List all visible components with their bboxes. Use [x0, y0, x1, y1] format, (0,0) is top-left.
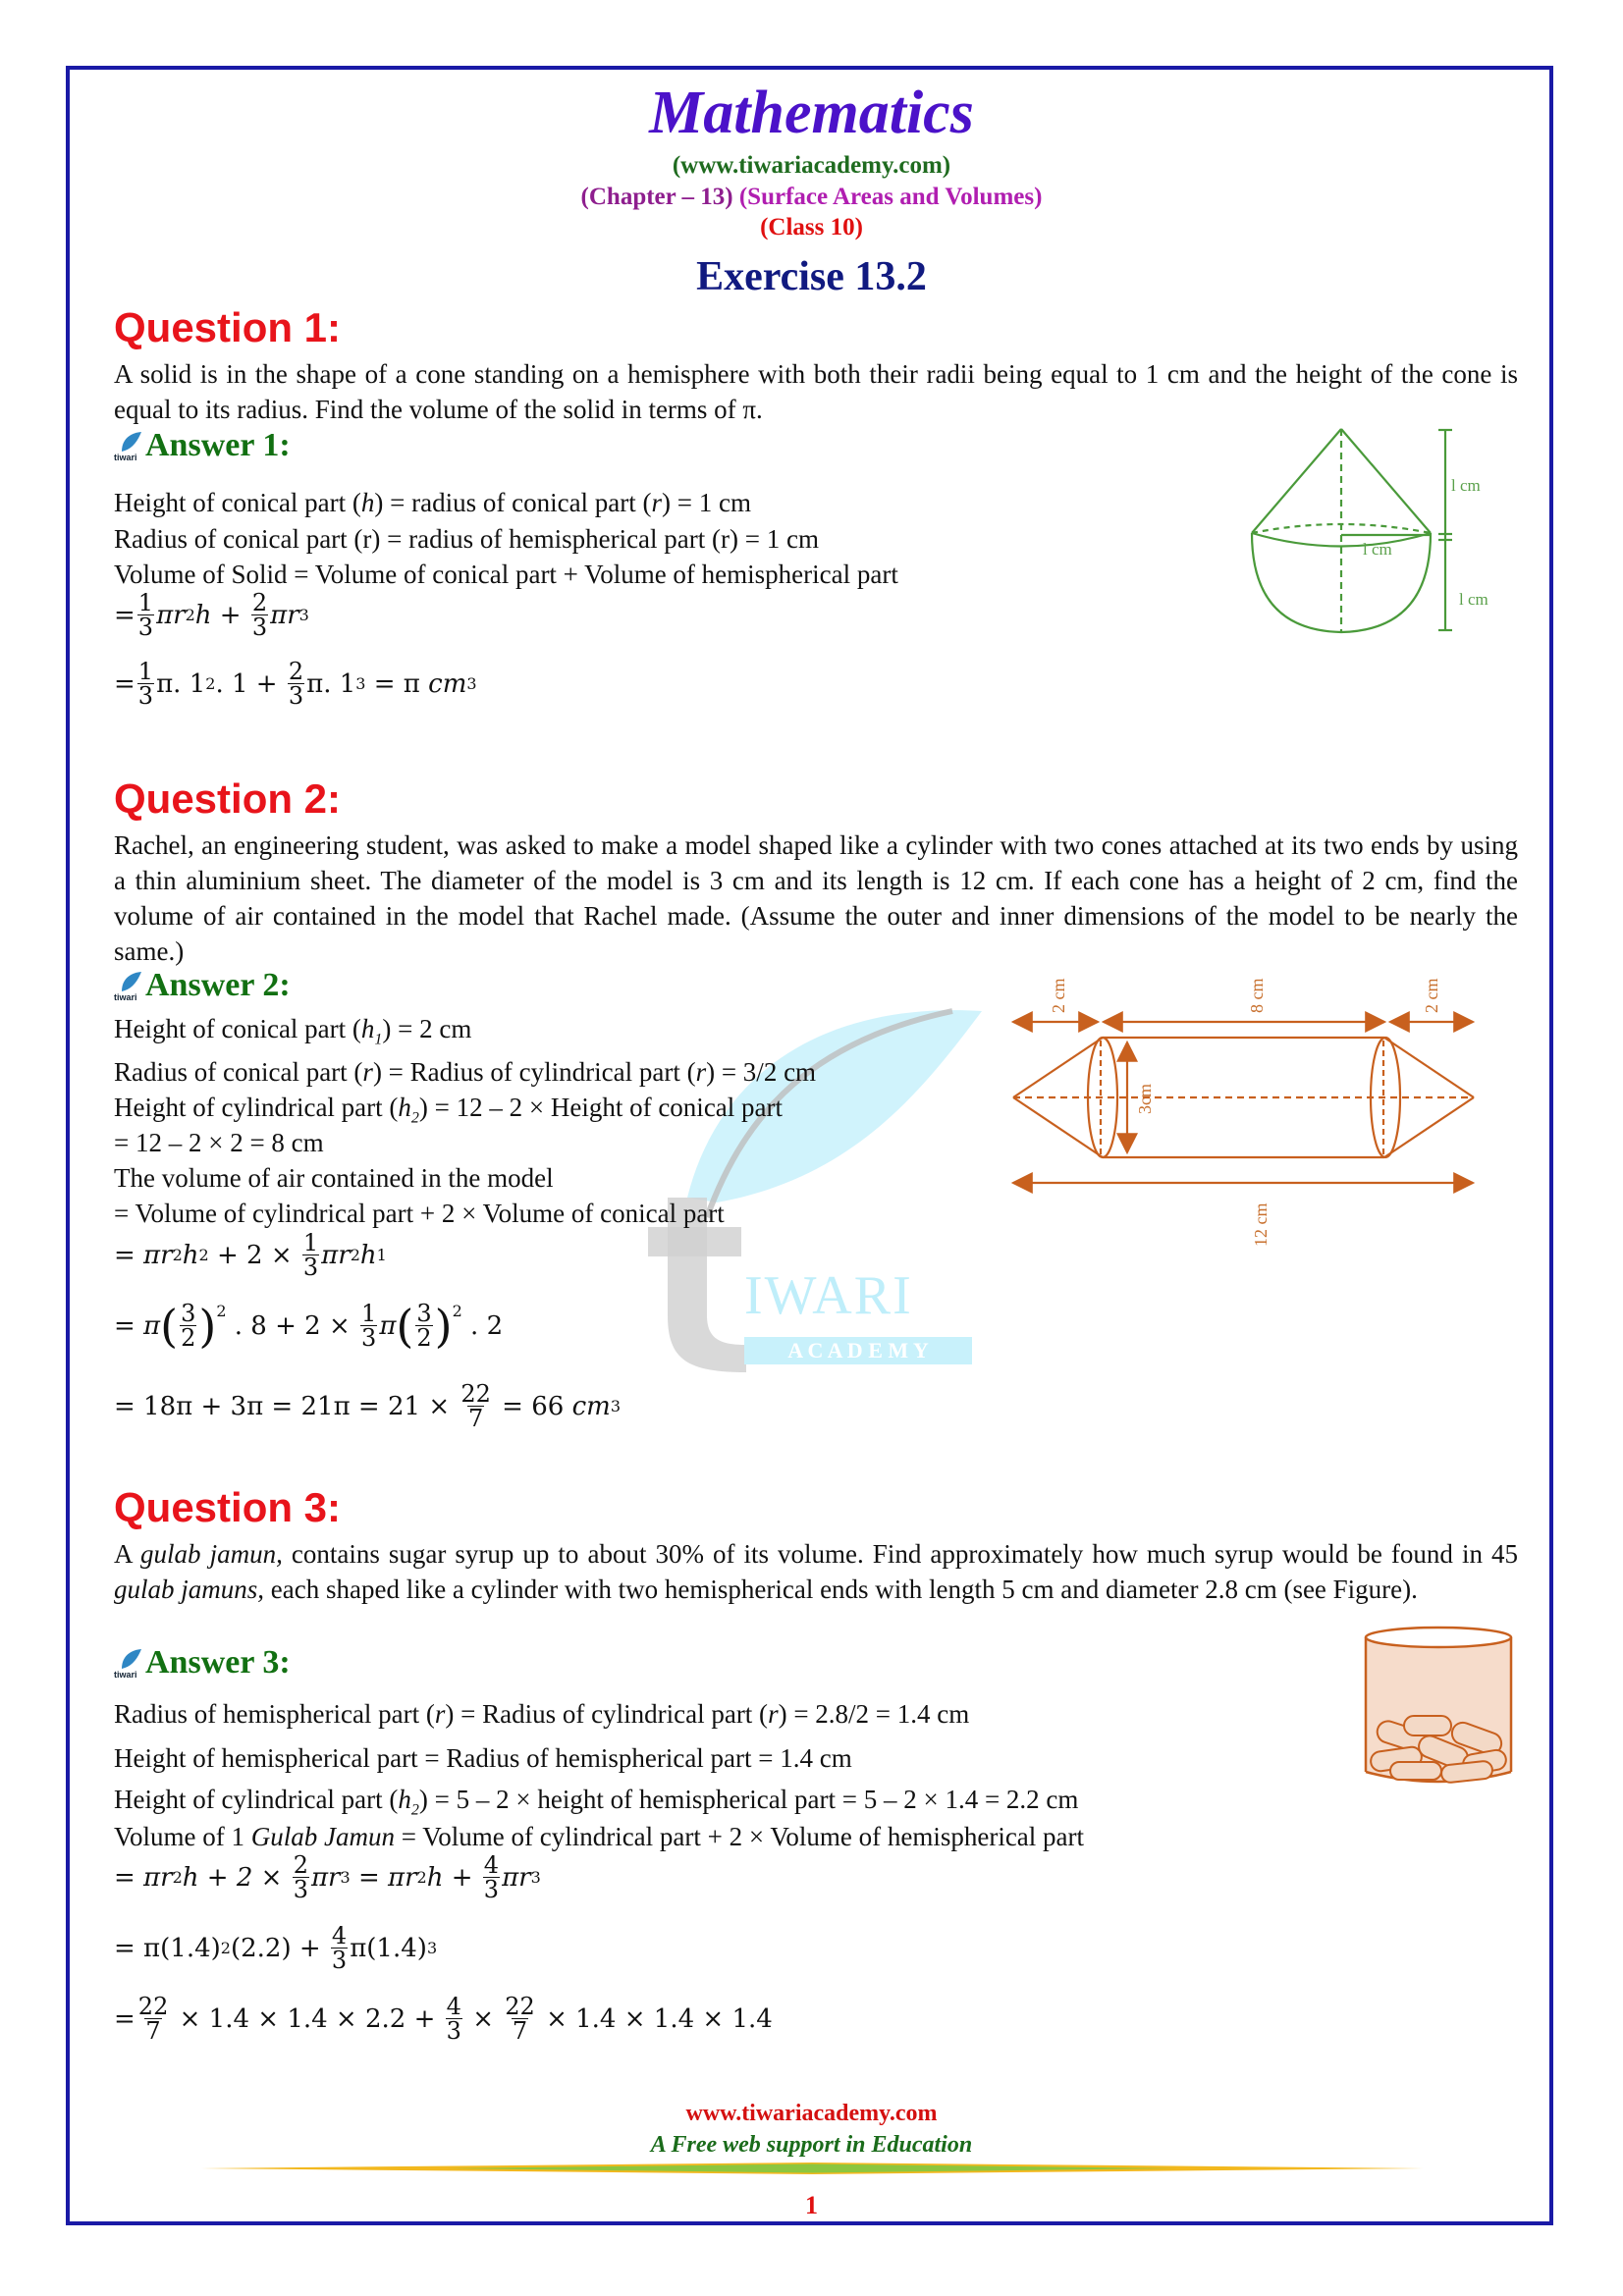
num: 1: [302, 1229, 319, 1256]
fig2-label-middle: 8 cm: [1247, 978, 1267, 1013]
answer-1-label: Answer 1:: [145, 427, 291, 463]
sup: 3: [355, 674, 366, 693]
fraction: [180, 1302, 196, 1350]
sup: 2: [216, 1302, 227, 1320]
a3-line-1: [114, 1696, 969, 1732]
question-1-text: A solid is in the shape of a cone standing on a hemisphere with both their radii being equal to 1 cm and the height of the cone is equal to its radius. Find the volume of the solid in terms of π.: [114, 359, 1518, 424]
a1-math-1: [114, 591, 309, 639]
den: 3: [302, 1254, 319, 1281]
text: each shaped like a cylinder with two hemispherical ends with length 5 cm and diameter 2.8 cm (see Figure).: [264, 1575, 1418, 1604]
num: 4: [483, 1851, 500, 1879]
num: 4: [331, 1922, 348, 1949]
unit: cm: [428, 668, 467, 699]
var-r: r: [651, 488, 663, 517]
term: πr: [270, 600, 299, 630]
question-3-text: [114, 1536, 1518, 1607]
text: ) = radius of conical part (: [374, 488, 652, 517]
var: r: [768, 1699, 779, 1729]
num: 1: [137, 658, 154, 685]
num: 3: [416, 1300, 432, 1327]
a3-line-4: [114, 1819, 1084, 1854]
text: ) = 2.8/2 = 1.4 cm: [778, 1699, 970, 1729]
lparen: (: [160, 1299, 179, 1353]
a3-math-2: [114, 1924, 437, 1972]
fraction: [460, 1382, 492, 1430]
answer-2-heading: [114, 967, 291, 1004]
fraction: [360, 1302, 377, 1350]
term: × 1.4 × 1.4 × 1.4: [537, 2003, 773, 2034]
fraction: [251, 591, 268, 639]
fig2-label-total: 12 cm: [1251, 1202, 1271, 1247]
a3-line-2: Height of hemispherical part = Radius of hemispherical part = 1.4 cm: [114, 1743, 852, 1773]
text: ) = 12 – 2 × Height of conical part: [418, 1093, 784, 1122]
var-h: h: [360, 488, 375, 517]
text-italic: gulab jamuns,: [114, 1575, 265, 1604]
den: 2: [181, 1324, 196, 1352]
den: 7: [512, 2017, 528, 2045]
num: 1: [361, 1300, 377, 1327]
rparen: ): [198, 1299, 217, 1353]
term: h +: [426, 1862, 481, 1893]
den: 3: [446, 2017, 461, 2045]
den: 7: [145, 2017, 161, 2045]
term: . 2: [461, 1310, 504, 1341]
sub: 1: [376, 1246, 387, 1264]
term: π. 1: [306, 668, 356, 699]
question-1-heading: Question 1:: [114, 304, 342, 350]
text: ) = 3/2 cm: [706, 1057, 817, 1087]
a2-line-4: = 12 – 2 × 2 = 8 cm: [114, 1128, 324, 1157]
sup: 2: [172, 1868, 183, 1887]
fraction: [446, 1995, 462, 2043]
sub: 2: [198, 1246, 209, 1264]
a2-line-6: = Volume of cylindrical part + 2 × Volume of conical part: [114, 1199, 725, 1228]
eq: =: [114, 2003, 135, 2034]
den: 3: [288, 682, 304, 710]
text: ) = 1 cm: [662, 488, 752, 517]
num: 22: [460, 1380, 491, 1408]
fraction: [137, 660, 154, 708]
fraction: [137, 591, 154, 639]
watermark-sub: A C A D E M Y: [744, 1337, 972, 1364]
a2-math-1: [114, 1231, 387, 1279]
eq: =: [114, 600, 135, 630]
text: ) = Radius of cylindrical part (: [445, 1699, 769, 1729]
footer-site-link[interactable]: www.tiwariacademy.com: [685, 2101, 938, 2126]
text: Volume of 1: [114, 1822, 251, 1851]
num: 22: [505, 1993, 535, 2020]
term: = 18π + 3π = 21π = 21 ×: [114, 1391, 459, 1421]
num: 4: [446, 1993, 461, 2020]
a2-line-2: [114, 1054, 816, 1090]
term: = πr: [114, 1240, 173, 1270]
sup: 3: [466, 674, 477, 693]
term: . 1 +: [215, 668, 286, 699]
answer-3-heading: [114, 1644, 291, 1682]
term: h +: [194, 600, 249, 630]
lparen: (: [396, 1299, 414, 1353]
den: 2: [416, 1324, 432, 1352]
a2-math-2: [114, 1299, 504, 1353]
chapter-name: (Surface Areas and Volumes): [738, 184, 1043, 210]
num: 3: [181, 1300, 196, 1327]
term: . 8 + 2 ×: [226, 1310, 359, 1341]
den: 3: [251, 614, 268, 641]
fig2-label-diameter: 3cm: [1135, 1084, 1155, 1114]
sup: 3: [298, 606, 309, 624]
term: = π: [114, 1310, 161, 1341]
term: ×: [463, 2003, 503, 2034]
question-2-heading: Question 2:: [114, 775, 342, 822]
sup: 2: [205, 674, 216, 693]
fraction: [293, 1853, 309, 1901]
term: = πr: [350, 1862, 417, 1893]
a1-line-1: [114, 485, 751, 520]
svg-text:tiwari: tiwari: [114, 1670, 137, 1679]
a1-line-3: Volume of Solid = Volume of conical part + Volume of hemispherical part: [114, 560, 898, 589]
fraction: [288, 660, 304, 708]
fraction: [483, 1853, 500, 1901]
tiwari-leaf-icon: [114, 970, 143, 1001]
text-italic: Gulab Jamun: [250, 1822, 395, 1851]
sup: 2: [416, 1868, 427, 1887]
question-2-text: Rachel, an engineering student, was asked to make a model shaped like a cylinder with two cones attached at its two ends by using a thin aluminium sheet. The diameter of the model is 3 cm and its length is 12 cm. If each cone has a height of 2 cm, find the volume of air contained in the model that Rachel made. (Assume the outer and inner dimensions of the model to be nearly the same.): [114, 830, 1518, 966]
a2-line-1: [114, 1011, 471, 1057]
svg-text:tiwari: tiwari: [114, 453, 137, 461]
watermark-brand: IWARI: [744, 1265, 913, 1326]
sub: 2: [410, 1801, 419, 1819]
sup: 2: [452, 1302, 462, 1320]
gulab-jamun-glass-figure: [1355, 1620, 1522, 1787]
term: πr: [156, 600, 186, 630]
text: A: [114, 1539, 141, 1569]
var: r: [434, 1699, 446, 1729]
a2-line-5: The volume of air contained in the model: [114, 1163, 554, 1193]
exercise-title: Exercise 13.2: [696, 254, 927, 299]
text: Radius of conical part (: [114, 1057, 363, 1087]
text: ) = Radius of cylindrical part (: [372, 1057, 696, 1087]
header-chapter: [0, 184, 1623, 211]
cone-hemisphere-figure: [1227, 412, 1542, 658]
fraction: [504, 1995, 536, 2043]
fraction: [137, 1995, 170, 2043]
term: π. 1: [156, 668, 206, 699]
term: π: [379, 1310, 397, 1341]
term: × 1.4 × 1.4 × 2.2 +: [171, 2003, 444, 2034]
term: πr: [310, 1862, 341, 1893]
text: Height of cylindrical part (: [114, 1785, 399, 1814]
sub: 2: [410, 1109, 419, 1127]
fraction: [302, 1231, 319, 1279]
eq: =: [114, 668, 135, 699]
den: 3: [483, 1876, 500, 1903]
term: + 2 ×: [208, 1240, 300, 1270]
a1-math-2: [114, 660, 477, 708]
sup: 2: [350, 1246, 360, 1264]
page-title: Mathematics: [649, 80, 974, 146]
term: h + 2 ×: [182, 1862, 291, 1893]
text: Height of conical part (: [114, 488, 361, 517]
den: 3: [293, 1876, 308, 1903]
den: 3: [137, 614, 154, 641]
den: 3: [361, 1324, 377, 1352]
den: 7: [468, 1405, 484, 1432]
sup: 3: [340, 1868, 351, 1887]
question-3-heading: Question 3:: [114, 1484, 342, 1530]
term: = πr: [114, 1862, 173, 1893]
cylinder-cones-figure: [1001, 952, 1532, 1266]
footer-tagline: A Free web support in Education: [650, 2132, 973, 2158]
term: π(1.4): [350, 1933, 427, 1963]
var: r: [695, 1057, 707, 1087]
term: h: [359, 1240, 377, 1270]
tiwari-leaf-icon: [114, 430, 143, 461]
term: = π(1.4): [114, 1933, 221, 1963]
rparen: ): [434, 1299, 453, 1353]
svg-text:tiwari: tiwari: [114, 992, 137, 1001]
den: 3: [137, 682, 154, 710]
text: = Volume of cylindrical part + 2 × Volume of hemispherical part: [394, 1822, 1085, 1851]
header-site: (www.tiwariacademy.com): [672, 152, 951, 179]
num: 1: [137, 589, 154, 616]
page-number: 1: [805, 2191, 818, 2219]
header-class: (Class 10): [760, 214, 863, 240]
num: 2: [251, 589, 268, 616]
sup: 3: [610, 1397, 621, 1415]
text: contains sugar syrup up to about 30% of its volume. Find approximately how much syrup would be found in 45: [282, 1539, 1518, 1569]
answer-3-label: Answer 3:: [145, 1644, 291, 1681]
a2-math-3: [114, 1382, 621, 1430]
var: h: [360, 1014, 375, 1043]
a3-math-1: [114, 1853, 541, 1901]
var: r: [362, 1057, 373, 1087]
tiwari-leaf-icon: [114, 1647, 143, 1679]
fig1-label-radius: l cm: [1363, 540, 1392, 559]
num: 2: [288, 658, 304, 685]
term: πr: [502, 1862, 531, 1893]
answer-1-heading: [114, 427, 291, 464]
sub: 1: [374, 1031, 383, 1048]
sup: 3: [530, 1868, 541, 1887]
a1-line-2: Radius of conical part (r) = radius of hemispherical part (r) = 1 cm: [114, 524, 819, 554]
text: Height of cylindrical part (: [114, 1093, 399, 1122]
text: Radius of hemispherical part (: [114, 1699, 435, 1729]
num: 2: [293, 1851, 308, 1879]
fraction: [331, 1924, 348, 1972]
text: ) = 5 – 2 × height of hemispherical part = 5 – 2 × 1.4 = 2.2 cm: [418, 1785, 1079, 1814]
num: 22: [137, 1993, 169, 2020]
sup: 2: [185, 606, 195, 624]
term: = 66: [493, 1391, 572, 1421]
text: Height of conical part (: [114, 1014, 361, 1043]
term: h: [182, 1240, 199, 1270]
footer-divider: [201, 2163, 1424, 2174]
term: = π: [365, 668, 429, 699]
den: 3: [331, 1947, 348, 1974]
var: h: [398, 1093, 411, 1122]
fig1-label-top: l cm: [1451, 476, 1481, 495]
sup: 3: [426, 1939, 438, 1957]
chapter-number: (Chapter – 13): [580, 184, 733, 210]
answer-2-label: Answer 2:: [145, 967, 291, 1003]
text: ) = 2 cm: [382, 1014, 472, 1043]
term: (2.2) +: [230, 1933, 329, 1963]
term: πr: [321, 1240, 351, 1270]
fig2-label-left: 2 cm: [1049, 978, 1068, 1013]
var: h: [398, 1785, 411, 1814]
text-italic: gulab jamun,: [140, 1539, 283, 1569]
sup: 2: [220, 1939, 231, 1957]
fraction: [415, 1302, 432, 1350]
unit: cm: [571, 1391, 611, 1421]
fig2-label-right: 2 cm: [1422, 978, 1441, 1013]
a3-math-3: [114, 1995, 773, 2043]
sup: 2: [172, 1246, 183, 1264]
fig1-label-bottom: l cm: [1459, 590, 1488, 609]
